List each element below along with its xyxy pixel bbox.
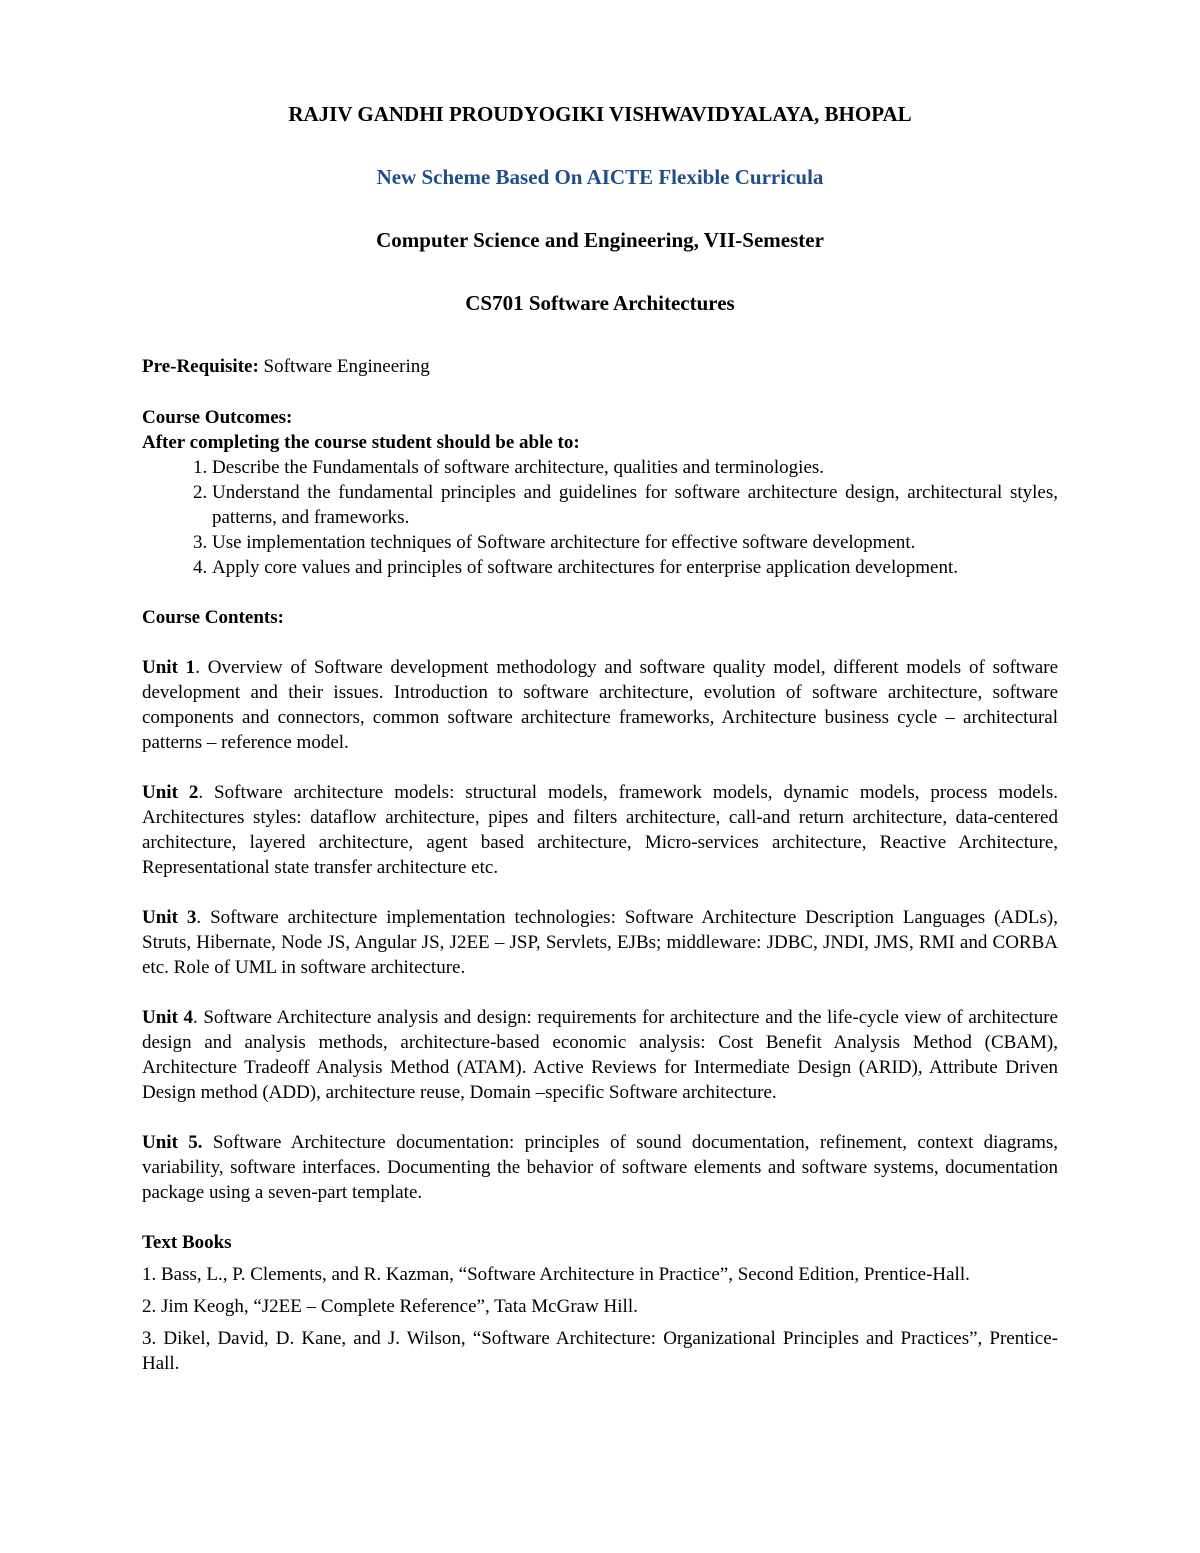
unit-label: Unit 5. [142,1132,203,1153]
unit-text: Overview of Software development methodology and software quality model, different models of software development and their issues. Introduction to software architecture, evolution of software architecture, software components and connectors, common software architecture frameworks, Architecture business cycle – architectural patterns – reference model. [142,657,1058,753]
prerequisite-value: Software Engineering [263,356,430,377]
unit-label: Unit 2 [142,782,199,803]
unit-1: Unit 1. Overview of Software development methodology and software quality model, different models of software development and their issues. Introduction to software architecture, evolution of software architecture, software components and connectors, common software architecture frameworks, Architecture business cycle – architectural patterns – reference model. [142,657,1058,753]
list-item: 2. Understand the fundamental principles and guidelines for software architecture design, architectural styles, patterns, and frameworks. [212,480,1058,530]
program-title: Computer Science and Engineering, VII-Semester [376,228,824,252]
unit-label: Unit 3 [142,907,197,928]
course-contents-label: Course Contents: [142,607,284,628]
unit-text: Software Architecture documentation: principles of sound documentation, refinement, context diagrams, variability, software interfaces. Documenting the behavior of software elements and software systems, documentation package using a seven-part template. [142,1132,1058,1203]
university-name: RAJIV GANDHI PROUDYOGIKI VISHWAVIDYALAYA, BHOPAL [288,102,912,126]
unit-text: Software architecture implementation technologies: Software Architecture Description Languages (ADLs), Struts, Hibernate, Node JS, Angular JS, J2EE – JSP, Servlets, EJBs; middleware: JDBC, JNDI, JMS, RMI and CORBA etc. Role of UML in software architecture. [142,907,1058,978]
unit-text: Software architecture models: structural models, framework models, dynamic models, process models. Architectures styles: dataflow architecture, pipes and filters architecture, call-and return architecture, data-centered architecture, layered architecture, agent based architecture, Micro-services architecture, Reactive Architecture, Representational state transfer architecture etc. [142,782,1058,878]
text-book-item: 2. Jim Keogh, “J2EE – Complete Reference”, Tata McGraw Hill. [142,1296,638,1317]
unit-label: Unit 1 [142,657,196,678]
text-book-item: 3. Dikel, David, D. Kane, and J. Wilson, “Software Architecture: Organizational Principles and Practices”, Prentice-Hall. [142,1328,1058,1374]
unit-3: Unit 3. Software architecture implementation technologies: Software Architecture Description Languages (ADLs), Struts, Hibernate, Node JS, Angular JS, J2EE – JSP, Servlets, EJBs; middleware: JDBC, JNDI, JMS, RMI and CORBA etc. Role of UML in software architecture. [142,907,1058,978]
prerequisite-label: Pre-Requisite: [142,356,259,377]
text-books-label: Text Books [142,1232,232,1253]
scheme-title: New Scheme Based On AICTE Flexible Curricula [376,165,824,189]
unit-label: Unit 4 [142,1007,193,1028]
list-item: 4. Apply core values and principles of software architectures for enterprise application development. [212,555,1058,580]
list-item: 3. Use implementation techniques of Software architecture for effective software development. [212,530,1058,555]
course-outcomes-label: Course Outcomes: [142,407,293,428]
course-title: CS701 Software Architectures [465,291,735,315]
unit-2: Unit 2. Software architecture models: structural models, framework models, dynamic models, process models. Architectures styles: dataflow architecture, pipes and filters architecture, call-and return architecture, data-centered architecture, layered architecture, agent based architecture, Micro-services architecture, Reactive Architecture, Representational state transfer architecture etc. [142,782,1058,878]
unit-4: Unit 4. Software Architecture analysis and design: requirements for architecture and the life-cycle view of architecture design and analysis methods, architecture-based economic analysis: Cost Benefit Analysis Method (CBAM), Architecture Tradeoff Analysis Method (ATAM). Active Reviews for Intermediate Design (ARID), Attribute Driven Design method (ADD), architecture reuse, Domain –specific Software architecture. [142,1007,1058,1103]
text-book-item: 1. Bass, L., P. Clements, and R. Kazman, “Software Architecture in Practice”, Second Edition, Prentice-Hall. [142,1264,970,1285]
course-outcomes-list [142,455,1058,580]
course-outcomes-intro: After completing the course student should be able to: [142,432,580,453]
list-item: 1. Describe the Fundamentals of software architecture, qualities and terminologies. [212,455,1058,480]
prerequisite [142,354,1058,379]
unit-5 [142,1130,1058,1205]
unit-text: Software Architecture analysis and design: requirements for architecture and the life-cycle view of architecture design and analysis methods, architecture-based economic analysis: Cost Benefit Analysis Method (CBAM), Architecture Tradeoff Analysis Method (ATAM). Active Reviews for Intermediate Design (ARID), Attribute Driven Design method (ADD), architecture reuse, Domain –specific Software architecture. [142,1007,1058,1103]
